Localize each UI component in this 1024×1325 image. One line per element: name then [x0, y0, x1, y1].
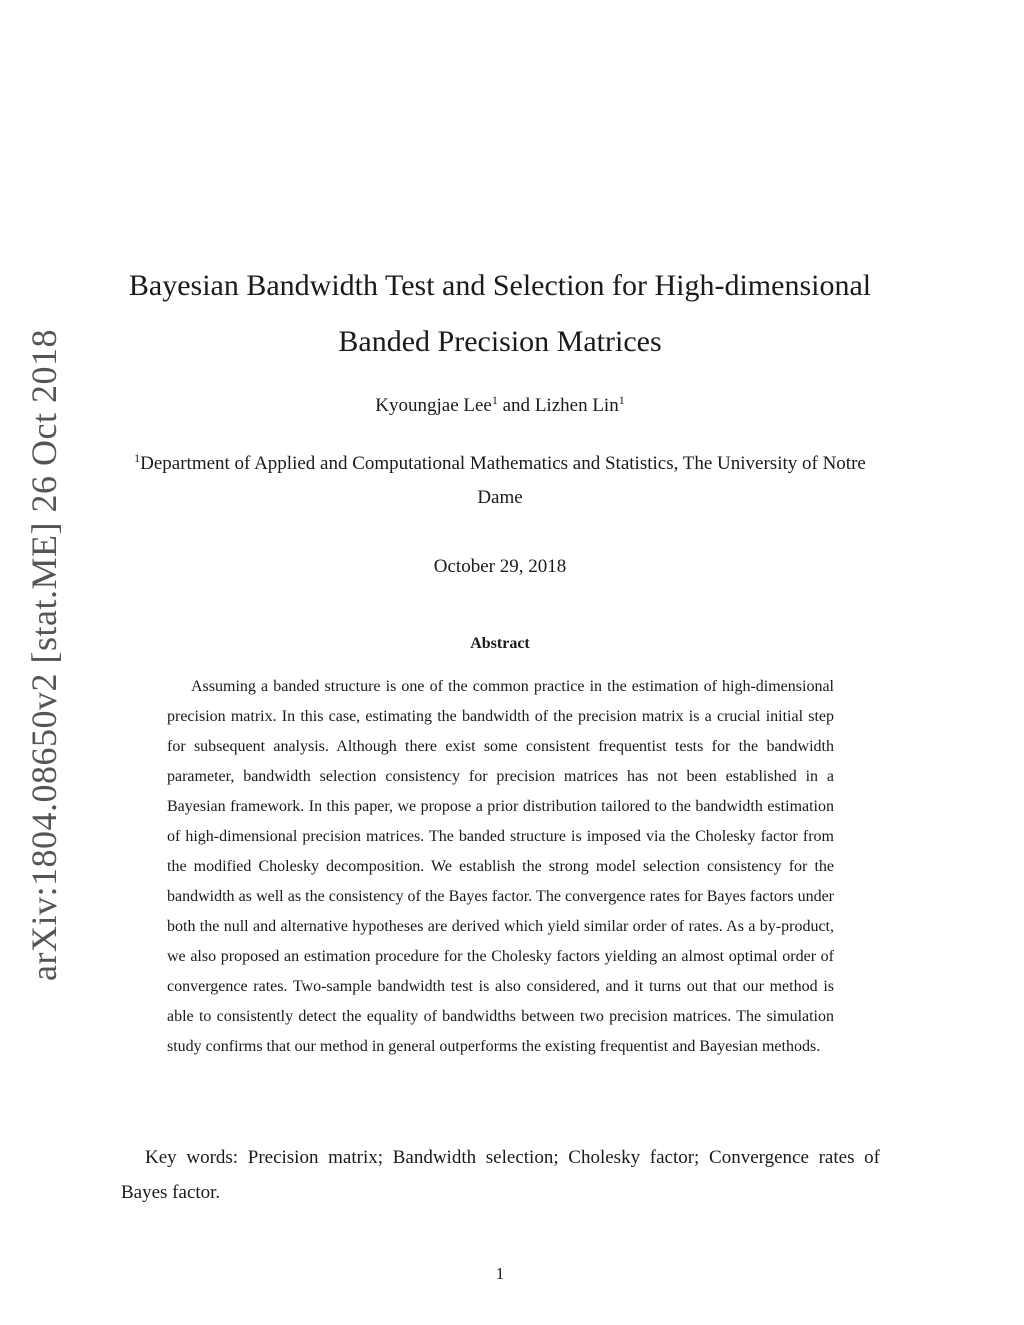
page-number: 1 [495, 1264, 505, 1283]
author-list [0, 395, 1000, 417]
title-line-1: Bayesian Bandwidth Test and Selection for High-dimensional [128, 269, 872, 302]
paper-title [0, 258, 1000, 370]
affiliation-mark: 1 [618, 393, 625, 407]
affiliation-text: Department of Applied and Computational Mathematics and Statistics, The University of Notre Dame [140, 453, 866, 508]
keywords: Key words: Precision matrix; Bandwidth selection; Cholesky factor; Convergence rates of Bayes factor. [121, 1147, 880, 1203]
abstract-body: Assuming a banded structure is one of the common practice in the estimation of high-dimensional precision matrix. In this case, estimating the bandwidth of the precision matrix is a crucial initial step for subsequent analysis. Although there exist some consistent frequentist tests for the bandwidth parameter, bandwidth selection consistency for precision matrices has not been established in a Bayesian framework. In this paper, we propose a prior distribution tailored to the bandwidth estimation of high-dimensional precision matrices. The banded structure is imposed via the Cholesky factor from the modified Cholesky decomposition. We establish the strong model selection consistency for the bandwidth as well as the consistency of the Bayes factor. The convergence rates for Bayes factors under both the null and alternative hypotheses are derived which yield similar order of rates. As a by-product, we also proposed an estimation procedure for the Cholesky factors yielding an almost optimal order of convergence rates. Two-sample bandwidth test is also considered, and it turns out that our method is able to consistently detect the equality of bandwidths between two precision matrices. The simulation study confirms that our method in general outperforms the existing frequentist and Bayesian methods. [167, 678, 834, 1055]
affiliation [112, 447, 888, 515]
author-name: Lizhen Lin [534, 395, 619, 416]
title-line-2: Banded Precision Matrices [338, 325, 662, 358]
author-name: Kyoungjae Lee [375, 395, 492, 416]
publication-date: October 29, 2018 [433, 556, 567, 577]
arxiv-identifier-stamp: arXiv:1804.08650v2 [stat.ME] 26 Oct 2018 [24, 329, 64, 981]
author-conjunction: and [497, 395, 535, 416]
affiliation-mark: 1 [491, 393, 498, 407]
affiliation-mark: 1 [134, 451, 141, 465]
abstract-heading: Abstract [470, 635, 530, 652]
